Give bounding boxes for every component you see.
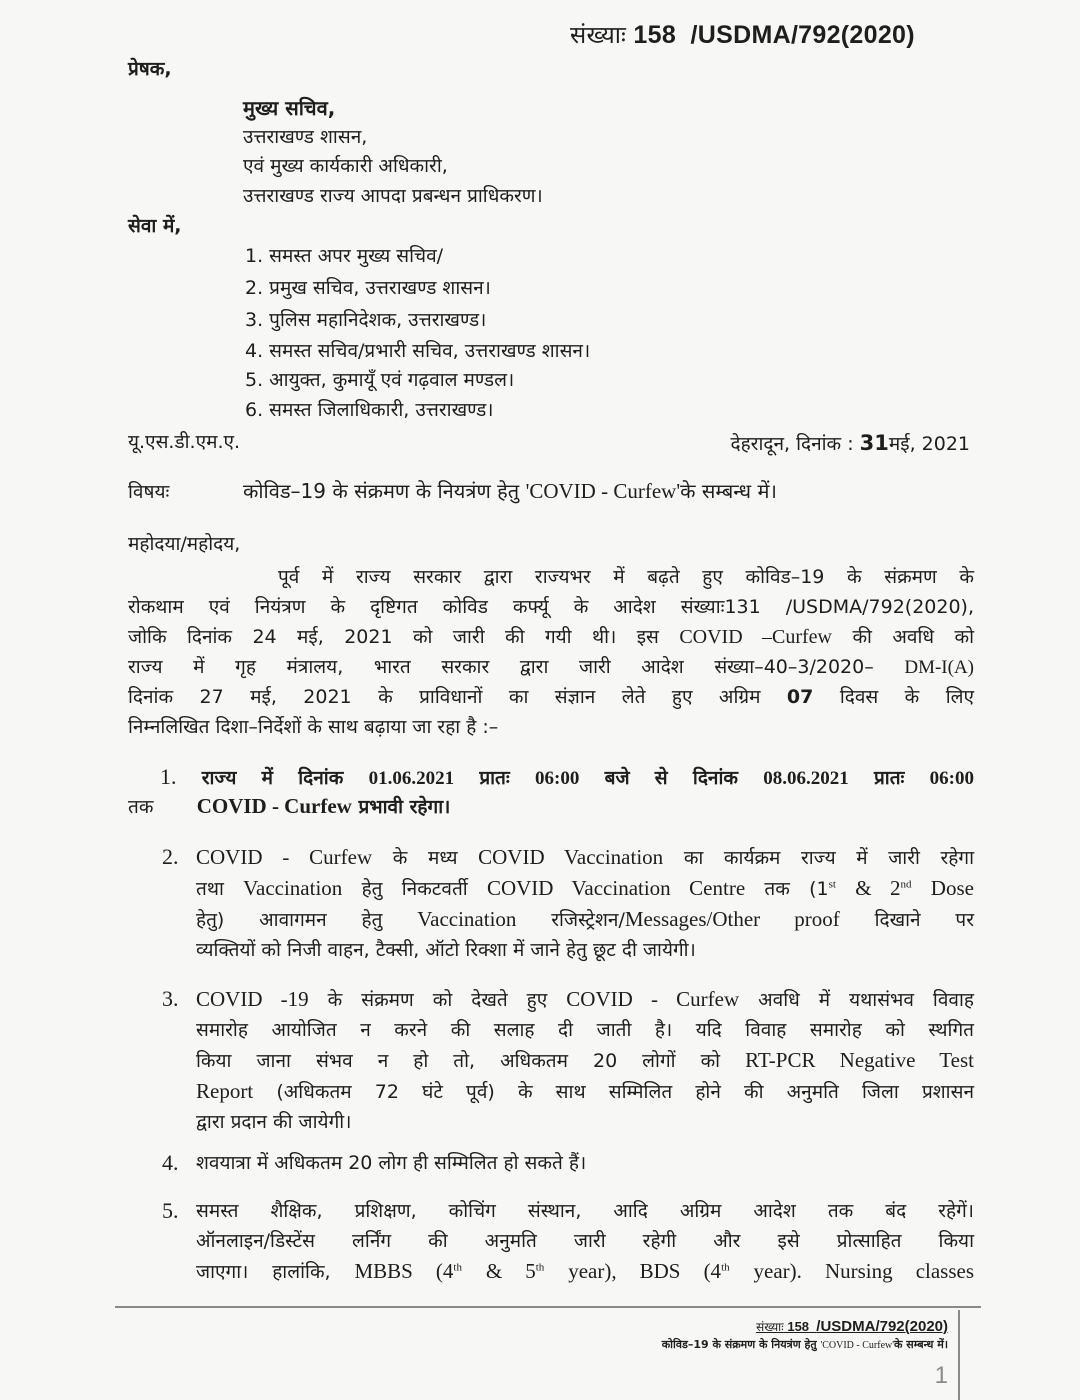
point-2-line-4: व्यक्तियों को निजी वाहन, टैक्सी, ऑटो रिक्शा में जाने हेतु छूट दी जायेगी।	[196, 939, 696, 961]
footer-ref-code: /USDMA/792(2020)	[816, 1318, 948, 1335]
p5-sup2: th	[535, 1261, 545, 1274]
footer-subject-hi-1: कोविड–19 के संक्रमण के नियत्रंण हेतु	[661, 1338, 817, 1351]
point-1-a: राज्य में दिनांक	[201, 767, 344, 789]
p2-l3e: दिखाने पर	[874, 909, 974, 931]
reference-prefix: संख्याः	[570, 21, 627, 49]
p2-l2d: COVID Vaccination Centre	[486, 876, 746, 900]
reference-number	[570, 18, 915, 51]
p2-sup2: nd	[900, 878, 912, 891]
intro-line-5a: दिनांक 27 मई, 2021 के प्राविधानों का संज्ञान लेते हुए अग्रिम	[128, 686, 761, 708]
point-2-number: 2.	[162, 844, 179, 869]
footer-reference	[756, 1318, 948, 1335]
point-1-g: COVID - Curfew	[196, 794, 352, 818]
intro-line-2: रोकथाम एवं नियंत्रण के दृष्टिगत कोविड कर्फ्यू के आदेश संख्याः131 /USDMA/792(2020),	[128, 596, 974, 618]
p2-l2e: तक (1	[764, 878, 829, 900]
intro-line-4	[128, 652, 974, 683]
point-3-line-2: समारोह आयोजित न करने की सलाह दी जाती है। यदि विवाह समारोह को स्थगित	[196, 1019, 974, 1041]
intro-line-1: पूर्व में राज्य सरकार द्वारा राज्यभर में बढ़ते हुए कोविड–19 के संक्रमण के	[278, 566, 974, 588]
p5-sup3: th	[721, 1261, 730, 1274]
point-1-line-1	[160, 762, 974, 794]
point-3-line-1	[196, 984, 974, 1015]
point-3-number: 3.	[162, 986, 179, 1011]
recipient-item: 4. समस्त सचिव/प्रभारी सचिव, उत्तराखण्ड शासन।	[245, 340, 591, 362]
p2-l1a: COVID - Curfew	[196, 845, 373, 869]
footer-subject-hi-2: के सम्बन्ध में।	[894, 1338, 948, 1351]
point-1-h: प्रभावी रहेगा।	[358, 796, 451, 818]
point-1-time-1: 06:00	[535, 768, 580, 789]
reference-code: /USDMA/792(2020)	[690, 21, 915, 49]
p3-l4b: (अधिकतम 72 घंटे पूर्व) के साथ सम्मिलित होने की अनुमति जिला प्रशासन	[276, 1081, 974, 1103]
date-day: 31	[859, 431, 889, 455]
point-5-line-1: समस्त शैक्षिक, प्रशिक्षण, कोचिंग संस्थान, आदि अग्रिम आदेश तक बंद रहेगें।	[196, 1200, 974, 1222]
footer-subject	[662, 1337, 948, 1352]
p5-l3a: जाएगा। हालांकि,	[196, 1261, 331, 1283]
p2-l2c: हेतु निकटवर्ती	[361, 878, 468, 900]
intro-line-5	[128, 682, 974, 712]
subject-hi-1: कोविड–19 के संक्रमण के नियत्रंण हेतु	[243, 479, 520, 503]
p5-l3e: year). Nursing classes	[753, 1259, 975, 1283]
intro-line-5c: दिवस के लिए	[839, 686, 975, 708]
footer-vertical-divider	[958, 1310, 960, 1400]
p2-l3b: Vaccination	[417, 907, 517, 931]
subject-en: 'COVID - Curfew'	[525, 479, 681, 503]
point-2-line-2	[196, 873, 974, 904]
intro-line-3	[128, 622, 974, 652]
footer-ref-prefix: संख्याः	[756, 1320, 784, 1334]
p2-l2f: & 2	[855, 876, 901, 900]
point-3-line-5: द्वारा प्रदान की जायेगी।	[196, 1111, 352, 1133]
p5-l3b: MBBS (4	[354, 1259, 454, 1283]
p2-l1d: का कार्यक्रम राज्य में जारी रहेगा	[683, 847, 974, 869]
sender-line-1: मुख्य सचिव,	[243, 96, 336, 120]
p3-l4a: Report	[196, 1079, 254, 1103]
p2-l2a: तथा	[196, 878, 224, 900]
subject-label: विषयः	[128, 481, 170, 503]
point-3-line-3	[196, 1045, 974, 1076]
p2-sup1: st	[828, 878, 836, 891]
point-2	[162, 842, 974, 965]
footer-divider	[115, 1306, 981, 1308]
point-1-line-2	[128, 793, 450, 819]
sender-label: प्रेषक,	[128, 58, 172, 80]
p3-l1c: COVID - Curfew	[566, 987, 740, 1011]
recipient-item: 1. समस्त अपर मुख्य सचिव/	[245, 245, 444, 267]
date-month-year: मई, 2021	[888, 433, 970, 455]
intro-line-3a: जोकि दिनांक 24 मई, 2021 को जारी की गयी थी। इस	[128, 626, 659, 648]
p3-l1b: के संक्रमण को देखते हुए	[327, 989, 548, 1011]
recipient-item: 6. समस्त जिलाधिकारी, उत्तराखण्ड।	[245, 399, 494, 421]
p5-l3c: & 5	[485, 1259, 536, 1283]
footer-subject-en: 'COVID - Curfew'	[820, 1340, 895, 1351]
p3-l1d: अवधि में यथासंभव विवाह	[758, 989, 974, 1011]
point-1-time-2: 06:00	[929, 768, 974, 789]
date-line	[731, 430, 971, 456]
point-5	[162, 1196, 974, 1287]
office-code: यू.एस.डी.एम.ए.	[128, 431, 241, 453]
point-3	[162, 984, 974, 1137]
subject-text	[243, 477, 777, 504]
point-4	[162, 1148, 974, 1178]
p2-l3c: रजिस्ट्रेशन/	[551, 909, 625, 931]
recipients-label: सेवा में,	[128, 215, 182, 237]
intro-line-4a: राज्य में गृह मंत्रालय, भारत सरकार द्वारा जारी आदेश संख्या–40–3/2020–	[128, 656, 874, 678]
recipient-item: 2. प्रमुख सचिव, उत्तराखण्ड शासन।	[245, 277, 491, 299]
point-1-f: तक	[128, 796, 154, 818]
date-place: देहरादून, दिनांक :	[730, 433, 854, 455]
p3-l1a: COVID -19	[196, 987, 309, 1011]
sender-line-4: उत्तराखण्ड राज्य आपदा प्रबन्धन प्राधिकरण।	[243, 185, 543, 207]
p2-l1b: के मध्य	[392, 847, 458, 869]
point-2-line-3	[196, 904, 974, 935]
intro-line-3c: की अवधि को	[852, 626, 974, 648]
intro-line-6: निम्नलिखित दिशा–निर्देशों के साथ बढ़ाया जा रहा है :–	[128, 716, 499, 738]
point-1-date-2: 08.06.2021	[763, 768, 849, 789]
intro-line-4b: DM-I(A)	[904, 657, 974, 678]
point-4-text: शवयात्रा में अधिकतम 20 लोग ही सम्मिलित हो सकते हैं।	[196, 1152, 587, 1174]
intro-line-3b: COVID –Curfew	[679, 626, 833, 648]
point-1-c: बजे से दिनांक	[604, 767, 738, 789]
p2-l2g: Dose	[930, 876, 974, 900]
subject-hi-2: के सम्बन्ध में।	[680, 479, 778, 503]
p2-l3a: हेतु) आवागमन हेतु	[196, 909, 383, 931]
p3-l3b: RT-PCR Negative Test	[745, 1048, 974, 1072]
recipient-item: 3. पुलिस महानिदेशक, उत्तराखण्ड।	[245, 309, 487, 331]
point-5-line-2: ऑनलाइन/डिस्टेंस लर्निंग की अनुमति जारी रहेगी और इसे प्रोत्साहित किया	[196, 1230, 974, 1252]
point-5-line-3	[196, 1256, 974, 1287]
point-1-b: प्रातः	[479, 767, 510, 789]
p3-l3a: किया जाना संभव न हो तो, अधिकतम 20 लोगों को	[196, 1050, 721, 1072]
point-5-number: 5.	[162, 1198, 179, 1223]
p5-sup1: th	[453, 1261, 462, 1274]
point-2-line-1	[196, 842, 974, 873]
p2-l1c: COVID Vaccination	[478, 845, 664, 869]
sender-line-3: एवं मुख्य कार्यकारी अधिकारी,	[243, 155, 448, 177]
sender-line-2: उत्तराखण्ड शासन,	[243, 126, 368, 148]
point-4-number: 4.	[162, 1150, 179, 1175]
footer-ref-number: 158	[787, 1319, 810, 1334]
point-1-date-1: 01.06.2021	[368, 768, 455, 789]
page-number: 1	[934, 1362, 948, 1389]
point-3-line-4	[196, 1076, 974, 1107]
p5-l3d: year), BDS (4	[568, 1259, 722, 1283]
salutation: महोदया/महोदय,	[128, 533, 241, 555]
reference-number-value: 158	[633, 21, 677, 49]
p2-l3d: Messages/Other proof	[624, 907, 840, 931]
p2-l2b: Vaccination	[243, 876, 343, 900]
point-1-number: 1.	[160, 764, 177, 789]
point-1-e: प्रातः	[874, 767, 905, 789]
intro-line-5b: 07	[786, 686, 814, 708]
recipient-item: 5. आयुक्त, कुमायूँ एवं गढ़वाल मण्डल।	[245, 369, 515, 391]
